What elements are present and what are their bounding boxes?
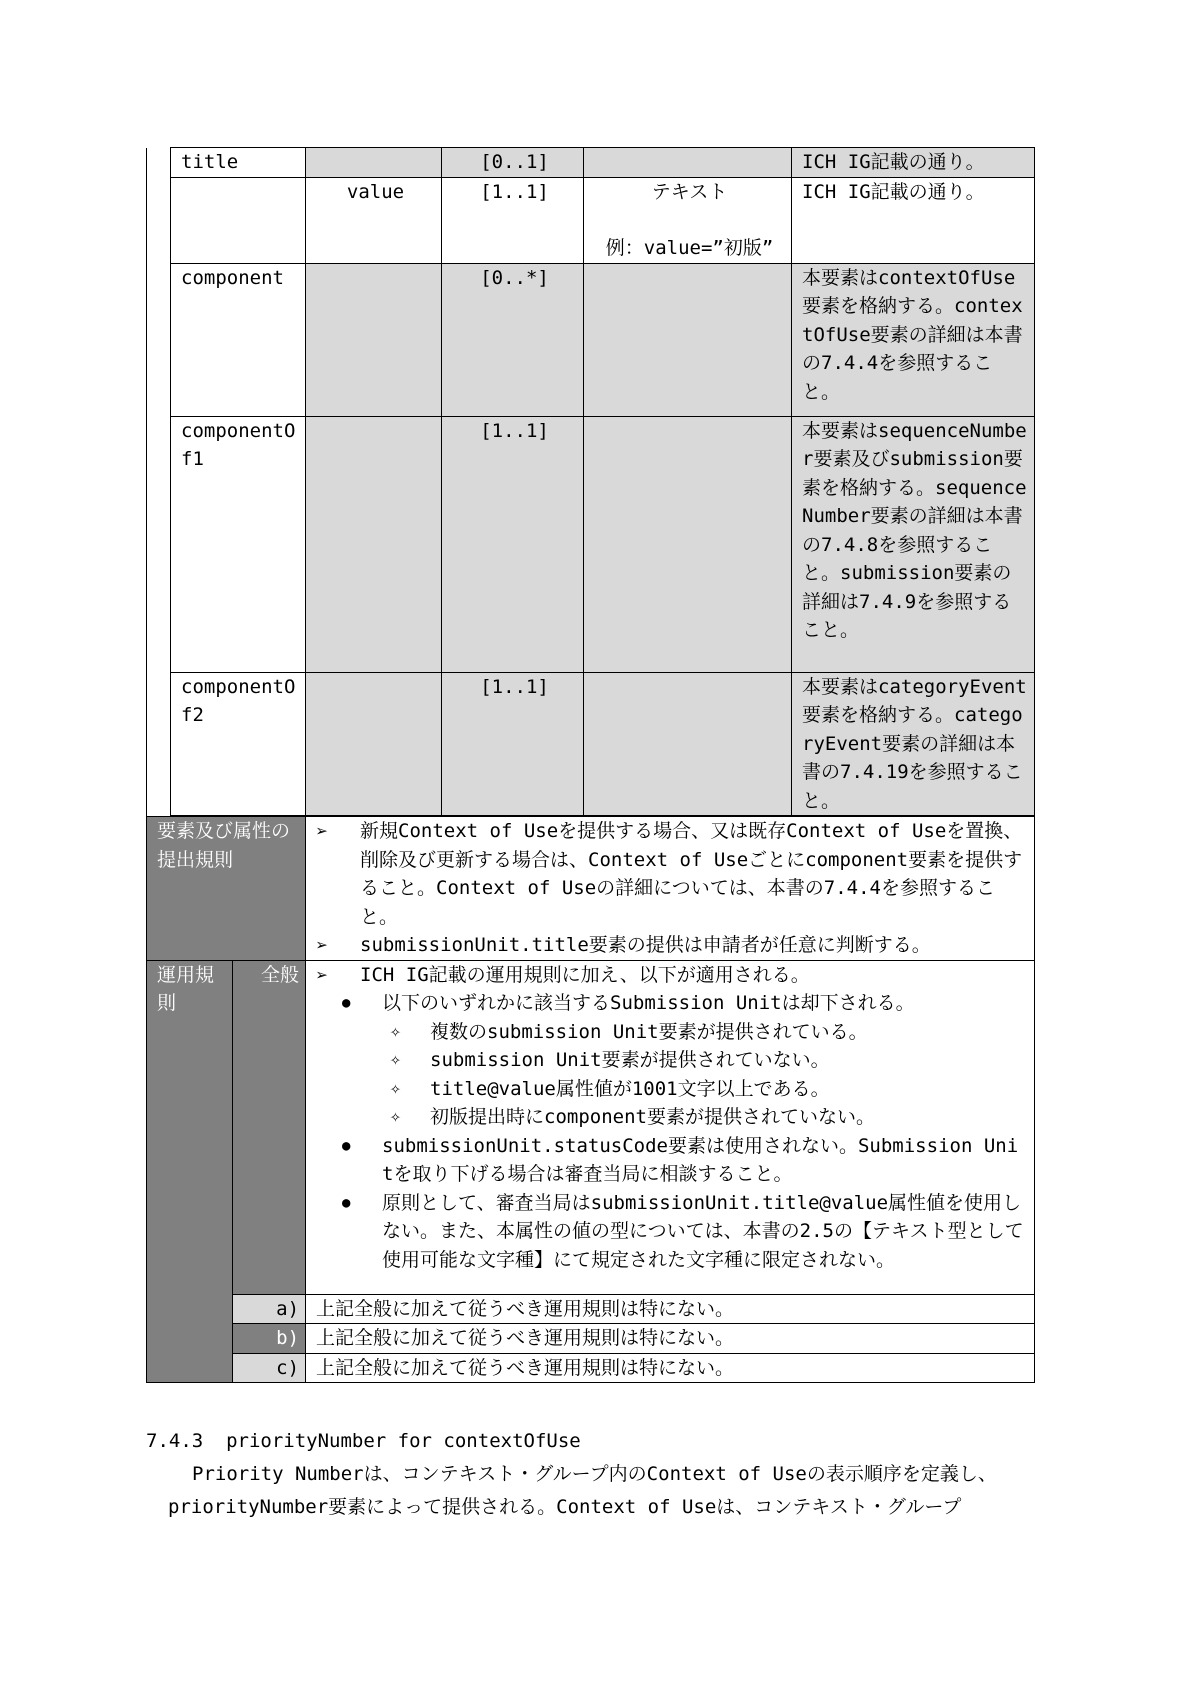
table-row (147, 263, 1035, 416)
cardinality-cell: [1..1] (442, 416, 584, 672)
note-cell: ICH IG記載の通り。 (792, 177, 1035, 263)
operation-rules-label: 運用規則 (147, 960, 233, 1383)
case-label: c) (233, 1353, 306, 1383)
attribute-cell: value (306, 177, 442, 263)
cardinality-cell: [1..1] (442, 177, 584, 263)
rule-item: ➢ ICH IG記載の運用規則に加え、以下が適用される。 (312, 961, 1028, 990)
diamond-bullet-icon: ✧ (390, 1106, 401, 1127)
arrow-bullet-icon: ➢ (316, 933, 329, 957)
submission-rules-row (147, 817, 1035, 961)
dot-bullet-icon: ● (342, 1194, 351, 1211)
value-cell (584, 148, 792, 178)
note-cell: 本要素はcategoryEvent要素を格納する。categoryEvent要素の詳細は本書の7.4.19を参照すること。 (792, 672, 1035, 816)
submission-rules-label: 要素及び属性の提出規則 (147, 817, 306, 961)
submission-rules-content (306, 817, 1035, 961)
table-row (147, 177, 1035, 263)
rule-item: ➢ 新規Context of Useを提供する場合、又は既存Context of Useを置換、削除及び更新する場合は、Context of Useごとにcomponent要素を提供すること。Context of Useの詳細については、本書の7.4.4を参照すること。 (312, 817, 1028, 931)
case-row (147, 1294, 1035, 1324)
dot-bullet-icon: ● (342, 1137, 351, 1154)
case-row (147, 1353, 1035, 1383)
value-cell (584, 263, 792, 416)
paragraph-line: priorityNumber要素によって提供される。Context of Useは、コンテキスト・グループ (168, 1496, 962, 1518)
case-label: b) (233, 1324, 306, 1354)
value-example: 例：value=”初版” (605, 237, 774, 259)
case-text: 上記全般に加えて従うべき運用規則は特にない。 (306, 1353, 1035, 1383)
value-cell (584, 672, 792, 816)
general-rules-content (306, 960, 1035, 1294)
case-text: 上記全般に加えて従うべき運用規則は特にない。 (306, 1294, 1035, 1324)
value-cell (584, 416, 792, 672)
sub-bullet-item: ✧ title@value属性値が1001文字以上である。 (312, 1075, 1028, 1104)
table-row (147, 672, 1035, 816)
bullet-item: ● 以下のいずれかに該当するSubmission Unitは却下される。 (312, 989, 1028, 1018)
attribute-cell (306, 672, 442, 816)
note-cell: 本要素はsequenceNumber要素及びsubmission要素を格納する。sequenceNumber要素の詳細は本書の7.4.8を参照すること。submission要素の詳細は7.4.9を参照すること。 (792, 416, 1035, 672)
operation-rules-row (147, 960, 1035, 1294)
element-name-cell: component (171, 263, 306, 416)
cardinality-cell: [0..1] (442, 148, 584, 178)
dot-bullet-icon: ● (342, 995, 351, 1011)
attribute-cell (306, 148, 442, 178)
case-text: 上記全般に加えて従うべき運用規則は特にない。 (306, 1324, 1035, 1354)
section-number: 7.4.3 (146, 1430, 204, 1452)
note-cell: 本要素はcontextOfUse要素を格納する。contextOfUse要素の詳細は本書の7.4.4を参照すること。 (792, 263, 1035, 416)
general-label: 全般 (233, 960, 306, 1294)
note-cell: ICH IG記載の通り。 (792, 148, 1035, 178)
diamond-bullet-icon: ✧ (390, 1020, 401, 1042)
value-type: テキスト (651, 180, 728, 203)
cardinality-cell: [1..1] (442, 672, 584, 816)
cardinality-cell: [0..*] (442, 263, 584, 416)
bullet-item: ● submissionUnit.statusCode要素は使用されない。Submission Unitを取り下げる場合は審査当局に相談すること。 (312, 1132, 1028, 1189)
section-heading (146, 1426, 581, 1456)
element-name-cell (171, 177, 306, 263)
value-cell (584, 177, 792, 263)
sub-bullet-item: ✧ 複数のsubmission Unit要素が提供されている。 (312, 1018, 1028, 1047)
case-row (147, 1324, 1035, 1354)
element-name-cell: componentOf1 (171, 416, 306, 672)
attribute-cell (306, 416, 442, 672)
indent-cell (147, 148, 171, 817)
element-name-cell: title (171, 148, 306, 178)
section-title: priorityNumber for contextOfUse (226, 1430, 581, 1452)
element-spec-table (146, 147, 1035, 1383)
arrow-bullet-icon: ➢ (316, 819, 329, 843)
element-name-cell: componentOf2 (171, 672, 306, 816)
section-paragraph (168, 1458, 1038, 1524)
sub-bullet-item: ✧ submission Unit要素が提供されていない。 (312, 1046, 1028, 1075)
table-row (147, 148, 1035, 178)
arrow-bullet-icon: ➢ (316, 962, 329, 987)
bullet-item: ● 原則として、審査当局はsubmissionUnit.title@value属性値を使用しない。また、本属性の値の型については、本書の2.5の【テキスト型として使用可能な文字種】にて規定された文字種に限定されない。 (312, 1189, 1028, 1275)
attribute-cell (306, 263, 442, 416)
rule-item: ➢ submissionUnit.title要素の提供は申請者が任意に判断する。 (312, 931, 1028, 960)
diamond-bullet-icon: ✧ (390, 1077, 401, 1099)
diamond-bullet-icon: ✧ (390, 1049, 401, 1070)
table-row (147, 416, 1035, 672)
sub-bullet-item: ✧ 初版提出時にcomponent要素が提供されていない。 (312, 1103, 1028, 1132)
case-label: a) (233, 1294, 306, 1324)
paragraph-line: Priority Numberは、コンテキスト・グループ内のContext of Useの表示順序を定義し、 (192, 1463, 997, 1485)
